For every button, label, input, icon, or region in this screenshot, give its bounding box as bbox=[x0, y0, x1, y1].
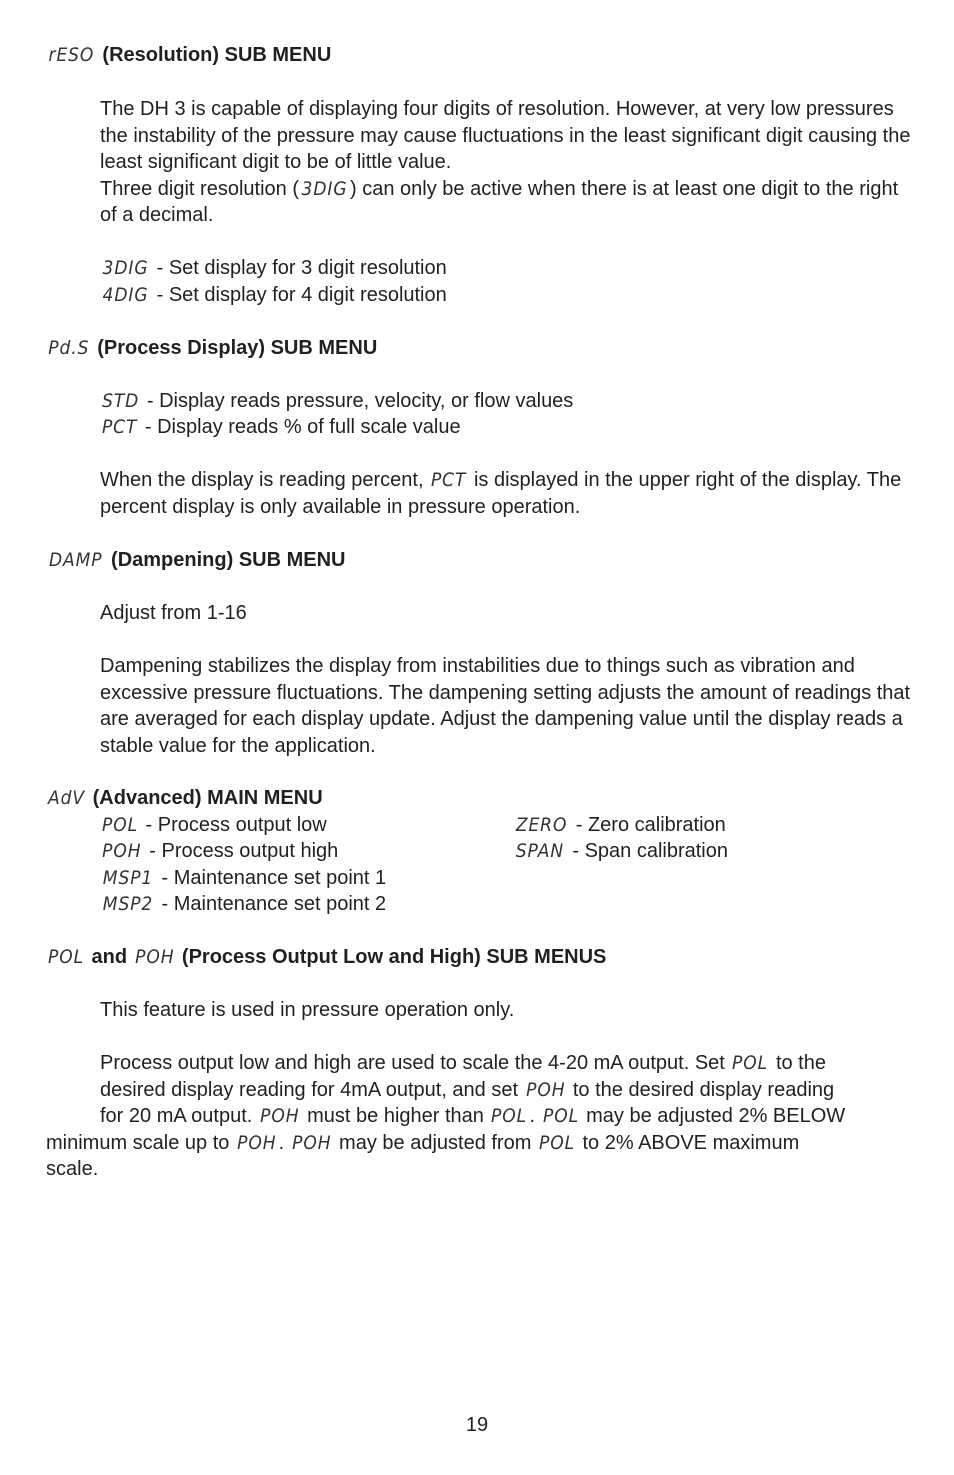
pop-l3-c: . bbox=[529, 1105, 541, 1127]
pop-line2 bbox=[100, 1077, 834, 1104]
adv-heading bbox=[46, 785, 323, 812]
pop-l2-code: POH bbox=[525, 1079, 566, 1101]
pop-l3-code2: POL bbox=[491, 1105, 528, 1127]
pop-l2-b: to the desired display reading bbox=[567, 1079, 835, 1101]
damp-heading-text: (Dampening) SUB MENU bbox=[111, 549, 346, 571]
reso-para2-code: 3DIG bbox=[301, 177, 348, 200]
reso-opt1-code: 3DIG bbox=[102, 257, 149, 279]
reso-para1: The DH 3 is capable of displaying four digits of resolution. However, at very low pressures the instability of the pressure may cause fluctuations in the least significant digit causing the least significant digit to be of little value. bbox=[100, 98, 911, 173]
adv-span-code: SPAN bbox=[515, 840, 565, 862]
pop-l4-a: minimum scale up to bbox=[46, 1132, 235, 1154]
pop-l3-code3: POL bbox=[542, 1105, 579, 1127]
reso-heading bbox=[46, 42, 331, 69]
reso-code: rESO bbox=[48, 44, 95, 66]
damp-adjust: Adjust from 1-16 bbox=[100, 602, 247, 624]
pop-l3-code1: POH bbox=[260, 1105, 300, 1127]
pop-l4-code1: POH bbox=[237, 1132, 277, 1154]
pop-heading-text: (Process Output Low and High) SUB MENUS bbox=[176, 946, 607, 968]
pop-heading bbox=[46, 944, 606, 971]
adv-zero-code: ZERO bbox=[515, 814, 568, 836]
page-number: 19 bbox=[465, 1414, 489, 1436]
adv-msp1-text: - Maintenance set point 1 bbox=[156, 867, 387, 889]
pds-option-pct bbox=[100, 414, 461, 441]
pop-l1-a: Process output low and high are used to scale the 4-20 mA output. Set bbox=[100, 1052, 731, 1074]
pds-para-b: is displayed in the upper right of the display. The percent display is only available in pressure operation. bbox=[100, 469, 902, 518]
pds-option-std bbox=[100, 388, 573, 415]
adv-msp2-code: MSP2 bbox=[102, 893, 154, 915]
reso-para2-b: ) can only be active when there is at least one digit to the right of a decimal. bbox=[100, 177, 899, 226]
adv-item-span bbox=[513, 838, 728, 865]
pop-l3-a: for 20 mA output. bbox=[100, 1105, 258, 1127]
damp-paragraph bbox=[100, 653, 915, 759]
pds-opt1-text: - Display reads pressure, velocity, or flow values bbox=[141, 390, 574, 412]
pop-l4-b: . bbox=[278, 1132, 290, 1154]
adv-heading-text: (Advanced) MAIN MENU bbox=[92, 787, 323, 809]
reso-opt2-code: 4DIG bbox=[102, 284, 149, 306]
pds-heading bbox=[46, 335, 377, 362]
adv-code: AdV bbox=[48, 787, 86, 809]
reso-option-4dig bbox=[100, 282, 447, 309]
reso-opt1-text: - Set display for 3 digit resolution bbox=[151, 257, 447, 279]
adv-poh-text: - Process output high bbox=[143, 840, 339, 862]
pop-l4-c: may be adjusted from bbox=[333, 1132, 537, 1154]
adv-msp2-text: - Maintenance set point 2 bbox=[156, 893, 387, 915]
adv-zero-text: - Zero calibration bbox=[570, 814, 726, 836]
reso-opt2-text: - Set display for 4 digit resolution bbox=[151, 284, 447, 306]
pds-para-a: When the display is reading percent, bbox=[100, 469, 430, 491]
adv-span-text: - Span calibration bbox=[566, 840, 728, 862]
pop-line4 bbox=[46, 1130, 799, 1157]
pop-line5: scale. bbox=[46, 1158, 99, 1180]
pop-l3-b: must be higher than bbox=[301, 1105, 490, 1127]
adv-pol-code: POL bbox=[102, 814, 138, 836]
pop-code1: POL bbox=[48, 946, 84, 968]
adv-item-zero bbox=[513, 812, 726, 839]
reso-para2 bbox=[100, 176, 915, 229]
damp-para: Dampening stabilizes the display from instabilities due to things such as vibration and excessive pressure fluctuations. The dampening setting adjusts the amount of readings that are averaged for each display update. Adjust the dampening value until the display reads a stable value for the application. bbox=[100, 655, 911, 757]
adv-item-pol bbox=[100, 812, 327, 839]
pds-opt2-text: - Display reads % of full scale value bbox=[139, 416, 461, 438]
pds-para-code: PCT bbox=[431, 469, 467, 491]
pop-line1 bbox=[100, 1050, 826, 1077]
pop-line3 bbox=[100, 1103, 845, 1130]
damp-heading bbox=[46, 547, 346, 574]
adv-item-msp1 bbox=[100, 865, 386, 892]
reso-option-3dig bbox=[100, 255, 447, 282]
reso-para2-a: Three digit resolution ( bbox=[100, 177, 299, 200]
pds-heading-text: (Process Display) SUB MENU bbox=[97, 337, 378, 359]
reso-paragraph bbox=[100, 96, 915, 229]
pds-opt1-code: STD bbox=[102, 390, 140, 412]
pds-opt2-code: PCT bbox=[101, 416, 138, 438]
reso-heading-text: (Resolution) SUB MENU bbox=[102, 44, 332, 66]
adv-poh-code: POH bbox=[102, 840, 142, 862]
pop-l4-d: to 2% ABOVE maximum bbox=[576, 1132, 800, 1154]
pds-paragraph bbox=[100, 467, 915, 520]
pop-l3-d: may be adjusted 2% BELOW bbox=[580, 1105, 846, 1127]
pop-l2-a: desired display reading for 4mA output, and set bbox=[100, 1079, 524, 1101]
adv-pol-text: - Process output low bbox=[140, 814, 327, 836]
pop-code2: POH bbox=[134, 946, 175, 968]
pop-l4-code2: POH bbox=[291, 1132, 332, 1154]
adv-item-msp2 bbox=[100, 891, 386, 918]
pop-para1: This feature is used in pressure operation only. bbox=[100, 999, 515, 1021]
pop-and: and bbox=[86, 946, 133, 968]
pds-para bbox=[100, 467, 915, 520]
pds-code: Pd.S bbox=[48, 337, 90, 359]
pop-l1-code: POL bbox=[732, 1052, 769, 1074]
pop-l1-b: to the bbox=[770, 1052, 826, 1074]
pop-l4-code3: POL bbox=[538, 1132, 575, 1154]
damp-code: DAMP bbox=[48, 549, 103, 571]
adv-item-poh bbox=[100, 838, 338, 865]
adv-msp1-code: MSP1 bbox=[102, 867, 154, 889]
